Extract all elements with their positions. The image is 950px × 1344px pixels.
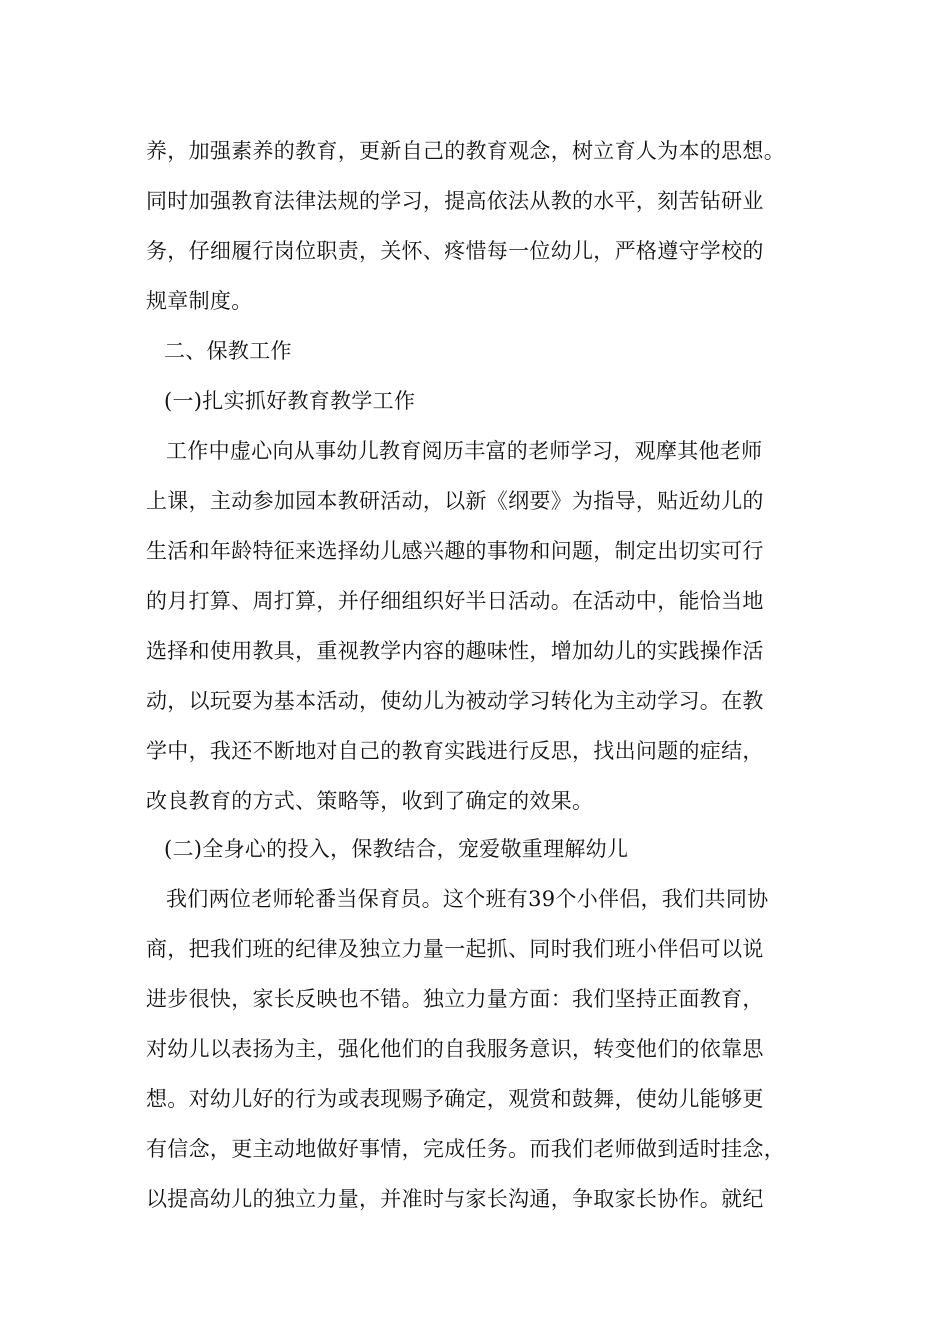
text-line: 商，把我们班的纪律及独立力量一起抓、同时我们班小伴侣可以说 (146, 937, 764, 961)
text-line: 改良教育的方式、策略等，收到了确定的效果。 (146, 789, 594, 813)
text-line: 的月打算、周打算，并仔细组织好半日活动。在活动中，能恰当地 (146, 589, 764, 613)
text-line: 养，加强素养的教育，更新自己的教育观念，树立育人为本的思想。 (146, 139, 785, 163)
text-line: 务，仔细履行岗位职责，关怀、疼惜每一位幼儿，严格遵守学校的 (146, 239, 764, 263)
text-line: 想。对幼儿好的行为或表现赐予确定，观赏和鼓舞，使幼儿能够更 (146, 1087, 764, 1111)
text-line: 进步很快，家长反映也不错。独立力量方面：我们坚持正面教育， (146, 987, 764, 1011)
text-line: 规章制度。 (146, 289, 253, 313)
subsection-heading: (一)扎实抓好教育教学工作 (164, 389, 416, 413)
text-line: 选择和使用教具，重视教学内容的趣味性，增加幼儿的实践操作活 (146, 639, 764, 663)
text-line: 以提高幼儿的独立力量，并准时与家长沟通，争取家长协作。就纪 (146, 1187, 764, 1211)
subsection-heading: (二)全身心的投入，保教结合，宠爱敬重理解幼儿 (164, 837, 629, 861)
text-line: 有信念，更主动地做好事情，完成任务。而我们老师做到适时挂念， (146, 1137, 785, 1161)
text-line: 上课，主动参加园本教研活动，以新《纲要》为指导，贴近幼儿的 (146, 489, 764, 513)
text-line: 同时加强教育法律法规的学习，提高依法从教的水平，刻苦钻研业 (146, 189, 764, 213)
text-line: 动，以玩耍为基本活动，使幼儿为被动学习转化为主动学习。在教 (146, 689, 764, 713)
text-line: 学中，我还不断地对自己的教育实践进行反思，找出问题的症结， (146, 739, 764, 763)
text-line: 生活和年龄特征来选择幼儿感兴趣的事物和问题，制定出切实可行 (146, 539, 764, 563)
section-heading: 二、保教工作 (164, 339, 292, 363)
text-line: 工作中虚心向从事幼儿教育阅历丰富的老师学习，观摩其他老师 (166, 439, 763, 463)
text-line: 我们两位老师轮番当保育员。这个班有39个小伴侣，我们共同协 (166, 887, 769, 911)
text-line: 对幼儿以表扬为主，强化他们的自我服务意识，转变他们的依靠思 (146, 1037, 764, 1061)
